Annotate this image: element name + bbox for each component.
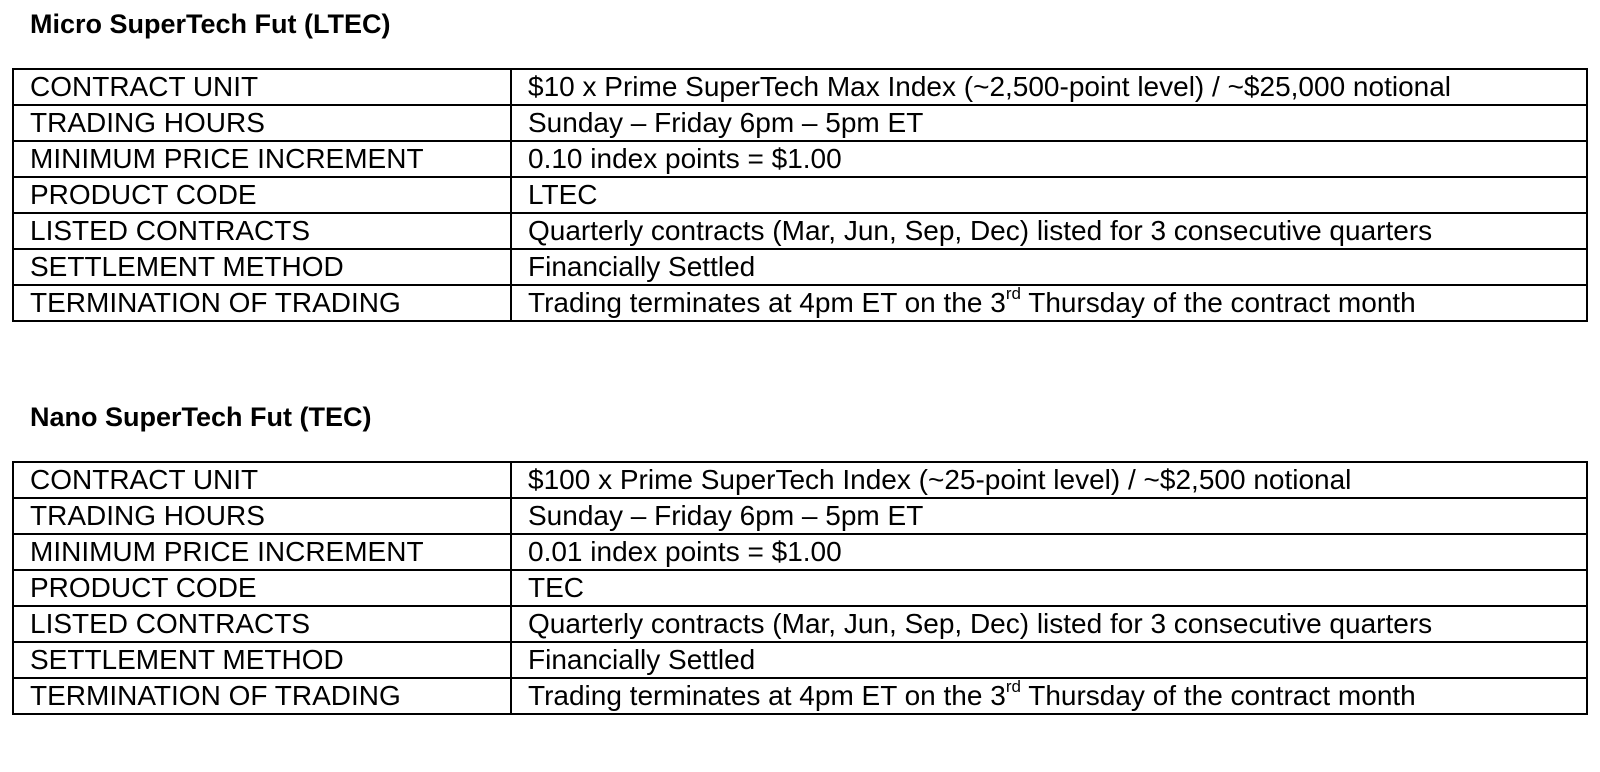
row-value: 0.10 index points = $1.00 — [511, 141, 1587, 177]
section-title: Micro SuperTech Fut (LTEC) — [30, 9, 391, 39]
row-value: $100 x Prime SuperTech Index (~25-point level) / ~$2,500 notional — [511, 462, 1587, 498]
value-text: Trading terminates at 4pm ET on the 3 — [528, 680, 1006, 711]
row-label: PRODUCT CODE — [13, 177, 511, 213]
row-label: SETTLEMENT METHOD — [13, 642, 511, 678]
row-label: SETTLEMENT METHOD — [13, 249, 511, 285]
section-title: Nano SuperTech Fut (TEC) — [30, 402, 372, 432]
ordinal-suffix: rd — [1005, 678, 1021, 696]
row-label: TERMINATION OF TRADING — [13, 678, 511, 714]
row-label: CONTRACT UNIT — [13, 462, 511, 498]
row-value: $10 x Prime SuperTech Max Index (~2,500-point level) / ~$25,000 notional — [511, 69, 1587, 105]
contract-spec-table — [12, 68, 1588, 322]
table-row — [13, 570, 1587, 606]
contract-spec-table — [12, 461, 1588, 715]
row-value: Financially Settled — [511, 642, 1587, 678]
table-row — [13, 177, 1587, 213]
table-row — [13, 498, 1587, 534]
row-value — [511, 285, 1587, 321]
row-label: TRADING HOURS — [13, 498, 511, 534]
row-value: LTEC — [511, 177, 1587, 213]
table-row — [13, 213, 1587, 249]
row-label: PRODUCT CODE — [13, 570, 511, 606]
row-label: LISTED CONTRACTS — [13, 213, 511, 249]
value-text: Trading terminates at 4pm ET on the 3 — [528, 287, 1006, 318]
row-value: Sunday – Friday 6pm – 5pm ET — [511, 105, 1587, 141]
row-label: MINIMUM PRICE INCREMENT — [13, 534, 511, 570]
table-row — [13, 642, 1587, 678]
row-value: Sunday – Friday 6pm – 5pm ET — [511, 498, 1587, 534]
table-row — [13, 285, 1587, 321]
value-text: Thursday of the contract month — [1020, 680, 1416, 711]
table-row — [13, 69, 1587, 105]
row-value: Quarterly contracts (Mar, Jun, Sep, Dec) listed for 3 consecutive quarters — [511, 606, 1587, 642]
row-value — [511, 678, 1587, 714]
row-label: LISTED CONTRACTS — [13, 606, 511, 642]
row-value: Quarterly contracts (Mar, Jun, Sep, Dec) listed for 3 consecutive quarters — [511, 213, 1587, 249]
table-row — [13, 606, 1587, 642]
row-value: 0.01 index points = $1.00 — [511, 534, 1587, 570]
row-label: MINIMUM PRICE INCREMENT — [13, 141, 511, 177]
row-value: Financially Settled — [511, 249, 1587, 285]
table-row — [13, 141, 1587, 177]
row-value: TEC — [511, 570, 1587, 606]
table-row — [13, 249, 1587, 285]
table-row — [13, 462, 1587, 498]
table-row — [13, 105, 1587, 141]
value-text: Thursday of the contract month — [1020, 287, 1416, 318]
ordinal-suffix: rd — [1005, 285, 1021, 303]
table-row — [13, 534, 1587, 570]
table-row — [13, 678, 1587, 714]
row-label: TERMINATION OF TRADING — [13, 285, 511, 321]
row-label: TRADING HOURS — [13, 105, 511, 141]
row-label: CONTRACT UNIT — [13, 69, 511, 105]
